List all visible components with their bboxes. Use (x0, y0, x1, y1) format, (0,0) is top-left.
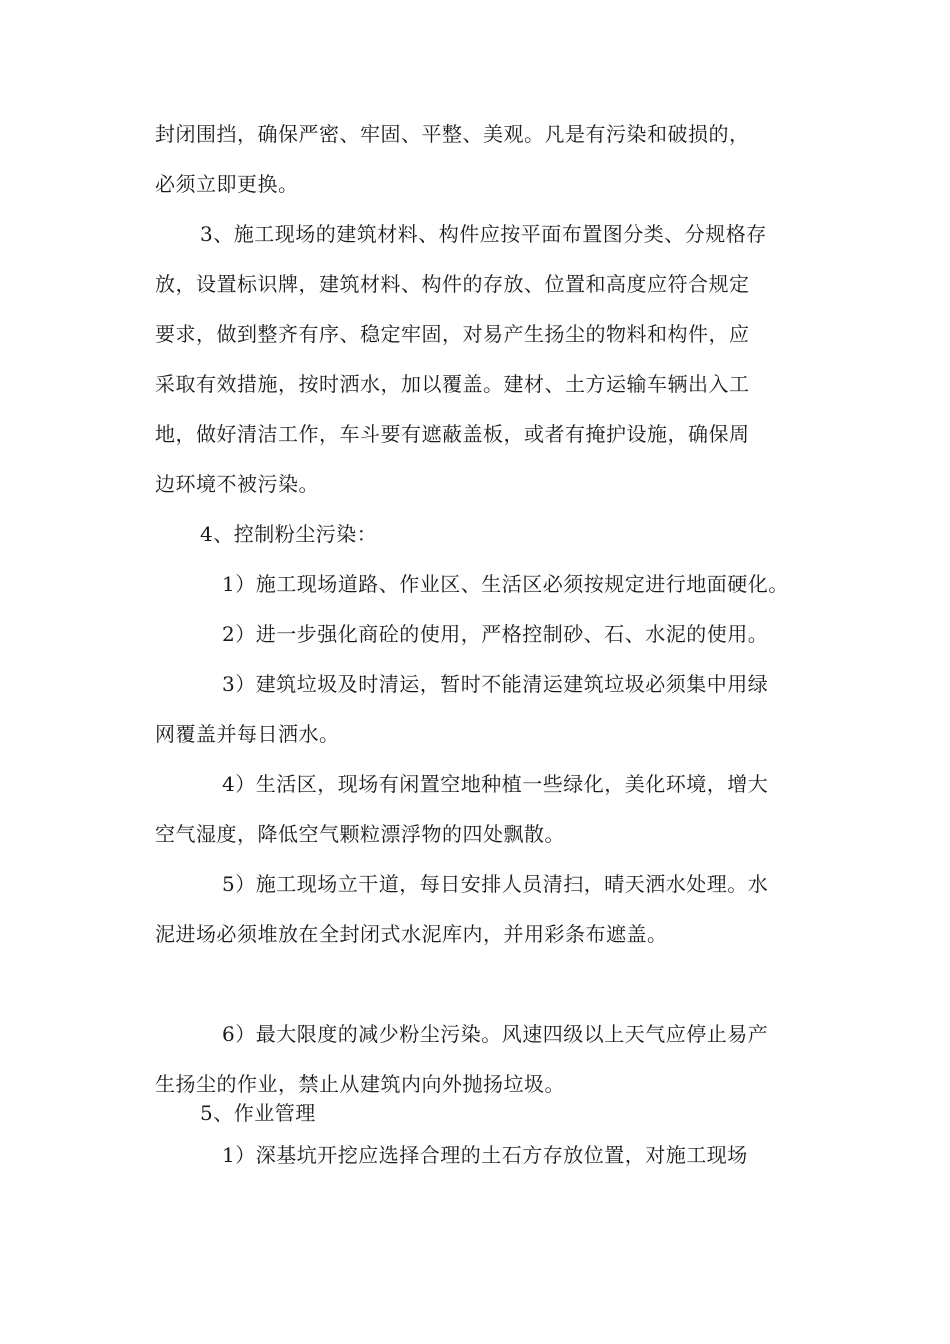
text-line: 3）建筑垃圾及时清运，暂时不能清运建筑垃圾必须集中用绿 (222, 672, 769, 696)
text-line: 地，做好清洁工作，车斗要有遮蔽盖板，或者有掩护设施，确保周 (155, 422, 750, 446)
text-line: 封闭围挡，确保严密、牢固、平整、美观。凡是有污染和破损的， (155, 122, 750, 146)
text-line: 放，设置标识牌，建筑材料、构件的存放、位置和高度应符合规定 (155, 272, 750, 296)
text-line: 4、控制粉尘污染： (200, 522, 378, 546)
text-line: 3、施工现场的建筑材料、构件应按平面布置图分类、分规格存 (200, 222, 767, 246)
text-line: 5）施工现场立干道，每日安排人员清扫，晴天洒水处理。水 (222, 872, 769, 896)
text-line: 必须立即更换。 (155, 172, 299, 196)
text-line: 6）最大限度的减少粉尘污染。风速四级以上天气应停止易产 (222, 1022, 769, 1046)
text-line: 4）生活区，现场有闲置空地种植一些绿化，美化环境，增大 (222, 772, 769, 796)
text-line: 2）进一步强化商砼的使用，严格控制砂、石、水泥的使用。 (222, 622, 769, 646)
text-line: 采取有效措施，按时洒水，加以覆盖。建材、土方运输车辆出入工 (155, 372, 750, 396)
section-heading: 5、作业管理 (200, 1101, 316, 1125)
text-line: 生扬尘的作业，禁止从建筑内向外抛扬垃圾。 (155, 1072, 565, 1096)
text-line: 泥进场必须堆放在全封闭式水泥库内，并用彩条布遮盖。 (155, 922, 668, 946)
text-line: 边环境不被污染。 (155, 472, 319, 496)
text-line: 要求，做到整齐有序、稳定牢固，对易产生扬尘的物料和构件，应 (155, 322, 750, 346)
text-line: 空气湿度，降低空气颗粒漂浮物的四处飘散。 (155, 822, 565, 846)
text-line: 1）深基坑开挖应选择合理的土石方存放位置，对施工现场 (222, 1143, 748, 1167)
text-line: 网覆盖并每日洒水。 (155, 722, 340, 746)
text-line: 1）施工现场道路、作业区、生活区必须按规定进行地面硬化。 (222, 572, 789, 596)
